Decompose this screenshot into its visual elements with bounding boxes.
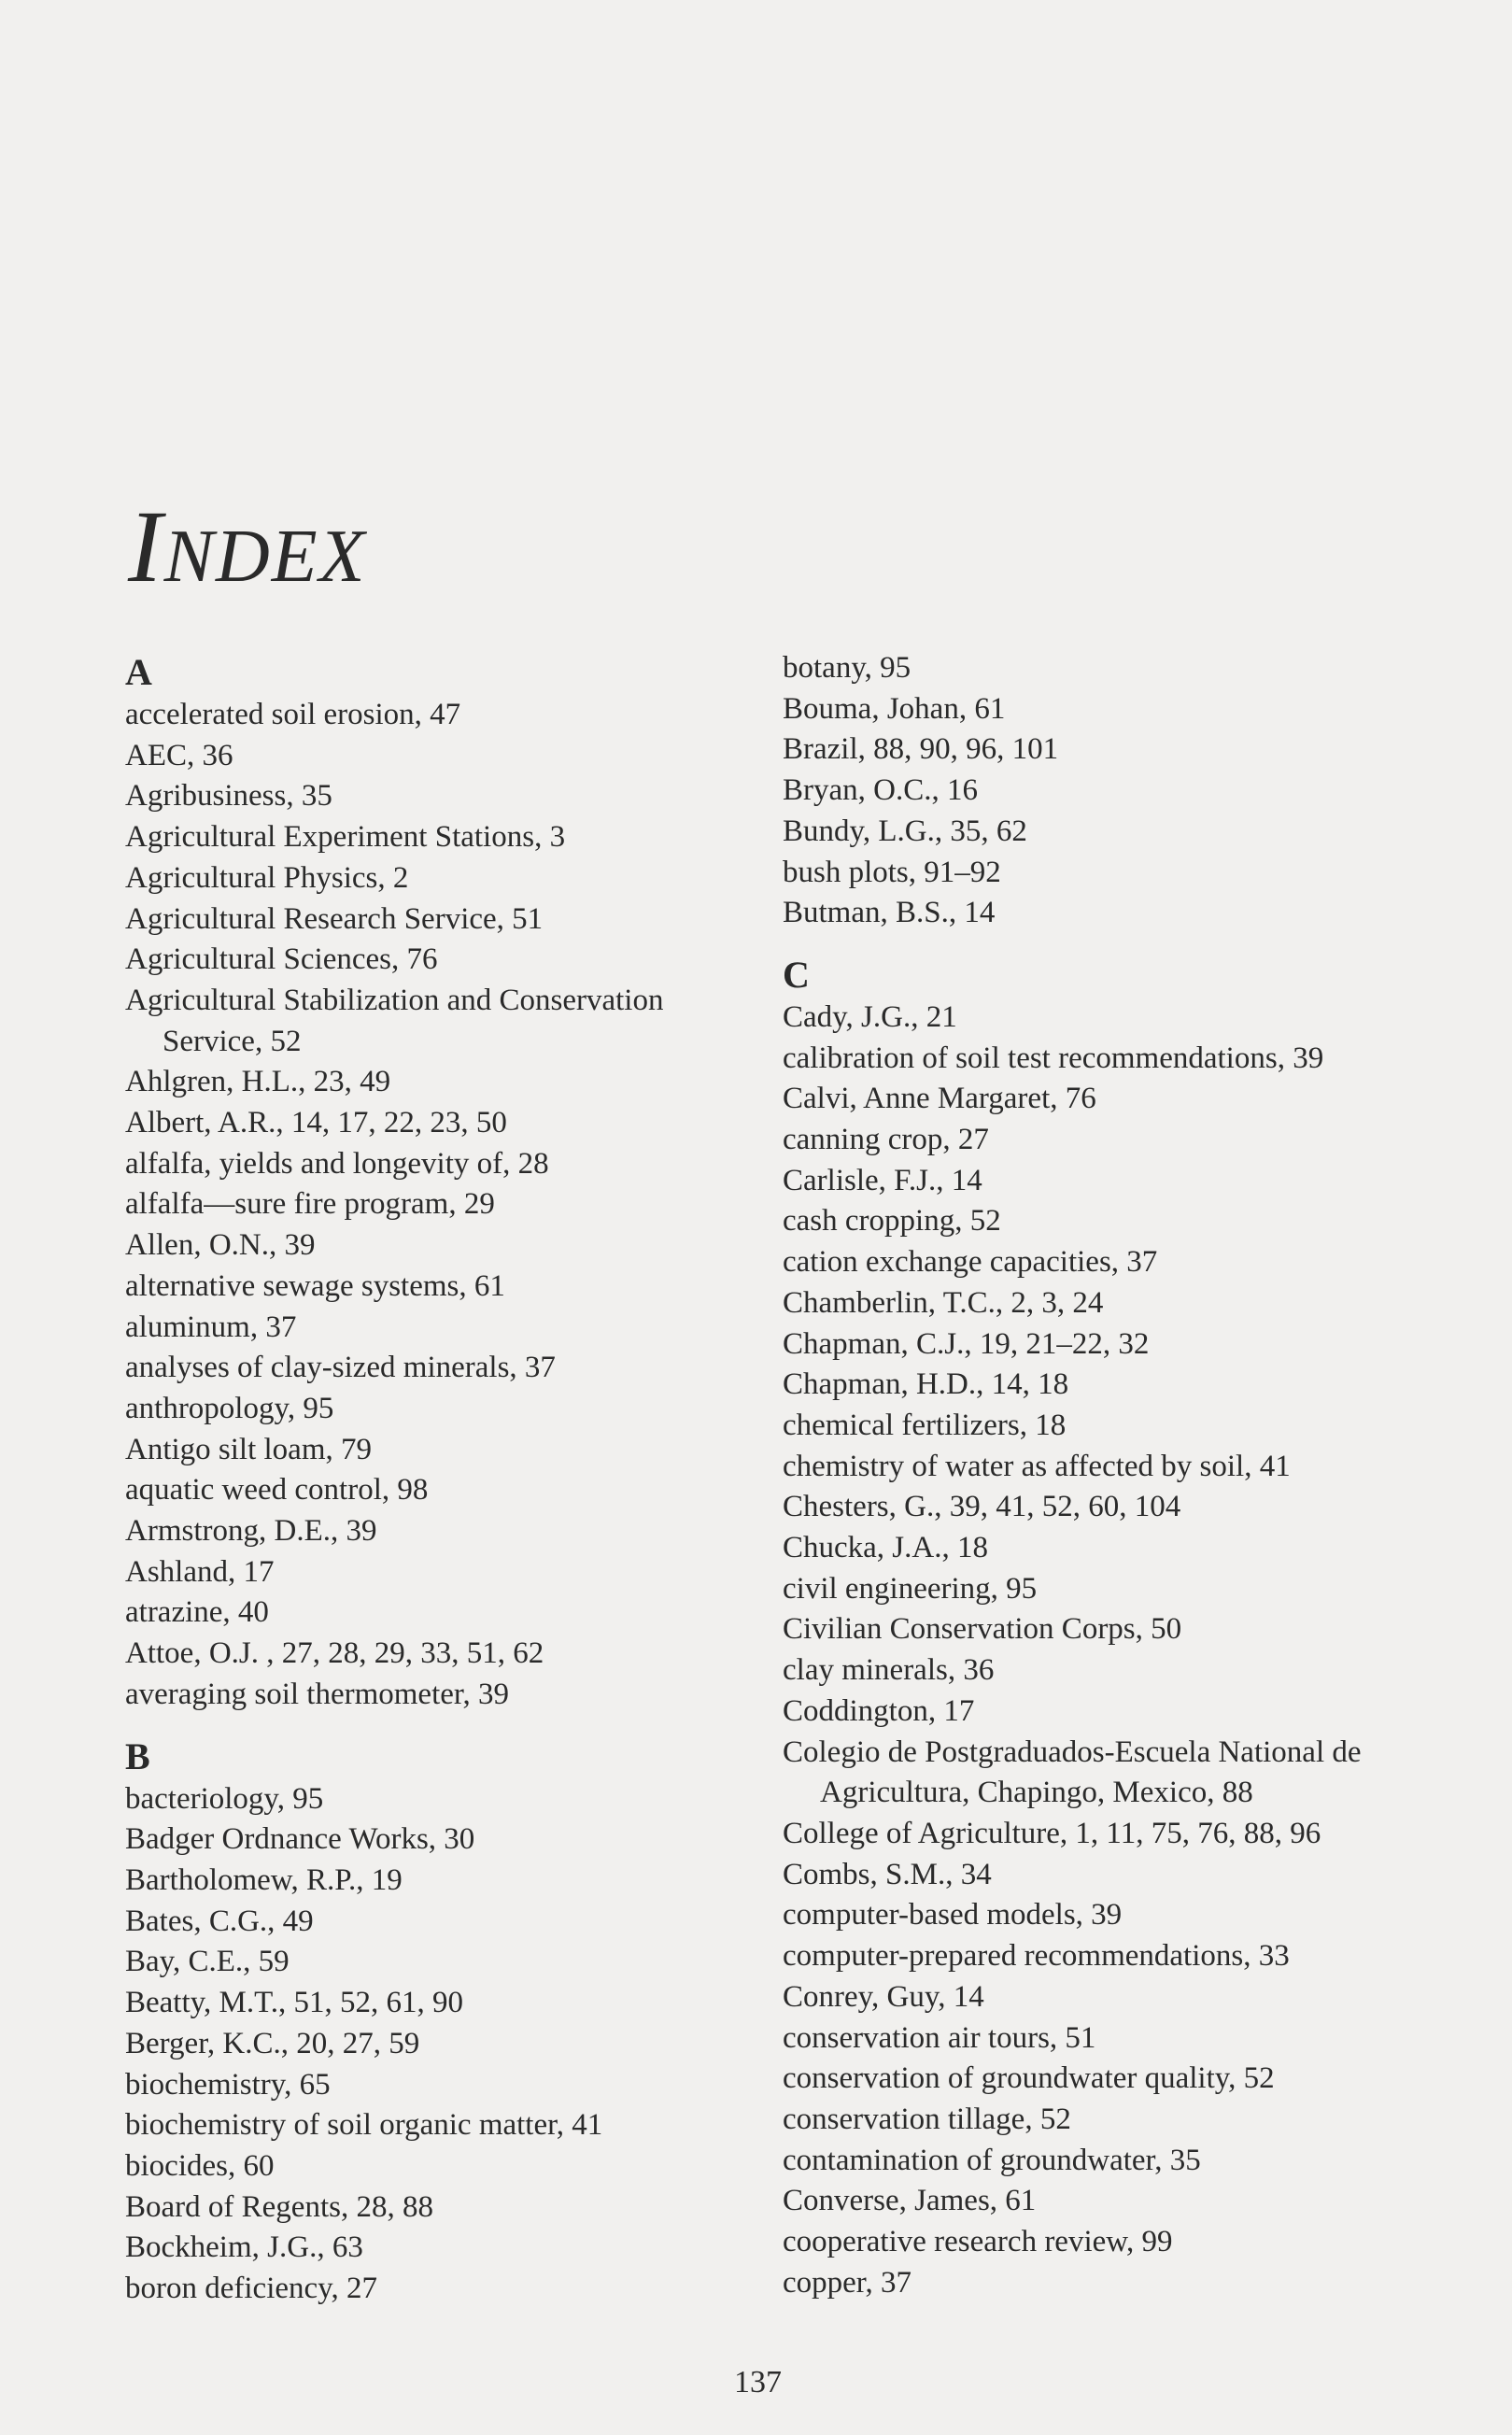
index-entry: clay minerals, 36 bbox=[783, 1653, 995, 1688]
index-entry: botany, 95 bbox=[783, 651, 911, 685]
index-entry: biocides, 60 bbox=[125, 2148, 275, 2183]
index-entry: Colegio de Postgraduados-Escuela National de Agricultura, Chapingo, Mexico, 88 bbox=[783, 1734, 1362, 1810]
index-entry: alfalfa—sure fire program, 29 bbox=[125, 1187, 495, 1222]
index-entry: Chapman, H.D., 14, 18 bbox=[783, 1367, 1069, 1402]
index-entry: Calvi, Anne Margaret, 76 bbox=[783, 1082, 1096, 1116]
index-entry: Butman, B.S., 14 bbox=[783, 896, 996, 930]
index-entry: conservation of groundwater quality, 52 bbox=[783, 2061, 1275, 2096]
index-entry: civil engineering, 95 bbox=[783, 1571, 1038, 1606]
index-entry: calibration of soil test recommendations, 39 bbox=[783, 1041, 1324, 1075]
index-entry: biochemistry of soil organic matter, 41 bbox=[125, 2108, 603, 2143]
index-entry: Bouma, Johan, 61 bbox=[783, 691, 1006, 726]
index-entry: contamination of groundwater, 35 bbox=[783, 2143, 1201, 2177]
index-entry: bacteriology, 95 bbox=[125, 1781, 324, 1816]
index-entry: accelerated soil erosion, 47 bbox=[125, 698, 461, 731]
index-entry: chemical fertilizers, 18 bbox=[783, 1408, 1067, 1442]
index-entry: Conrey, Guy, 14 bbox=[783, 1979, 984, 2014]
section-letter: C bbox=[783, 953, 810, 996]
index-entry: Bundy, L.G., 35, 62 bbox=[783, 814, 1027, 848]
index-entry: Agricultural Research Service, 51 bbox=[125, 901, 544, 936]
index-entry: Bockheim, J.G., 63 bbox=[125, 2230, 363, 2265]
index-entry: Cady, J.G., 21 bbox=[783, 999, 957, 1034]
index-entry: Agricultural Sciences, 76 bbox=[125, 942, 438, 977]
page-number: 137 bbox=[734, 2365, 782, 2400]
index-entry: atrazine, 40 bbox=[125, 1595, 269, 1630]
index-entry: computer-based models, 39 bbox=[783, 1898, 1123, 1932]
index-entry: averaging soil thermometer, 39 bbox=[125, 1677, 510, 1711]
index-entry: anthropology, 95 bbox=[125, 1391, 334, 1425]
index-entry: Attoe, O.J. , 27, 28, 29, 33, 51, 62 bbox=[125, 1636, 544, 1671]
index-entry: Ahlgren, H.L., 23, 49 bbox=[125, 1065, 391, 1099]
index-entry: Coddington, 17 bbox=[783, 1693, 975, 1728]
title-initial: I bbox=[128, 489, 164, 603]
index-entry: Agribusiness, 35 bbox=[125, 779, 332, 814]
index-entry: Chesters, G., 39, 41, 52, 60, 104 bbox=[783, 1490, 1181, 1524]
index-entry: Agricultural Physics, 2 bbox=[125, 860, 409, 895]
index-entry: biochemistry, 65 bbox=[125, 2067, 331, 2102]
index-entry: cation exchange capacities, 37 bbox=[783, 1245, 1158, 1280]
index-entry: Bay, C.E., 59 bbox=[125, 1945, 290, 1979]
index-entry: Agricultural Experiment Stations, 3 bbox=[125, 820, 566, 855]
index-entry: canning crop, 27 bbox=[783, 1123, 989, 1157]
section-letter: A bbox=[125, 651, 152, 693]
index-entry: Combs, S.M., 34 bbox=[783, 1857, 992, 1891]
page-title bbox=[128, 489, 367, 603]
index-entry: College of Agriculture, 1, 11, 75, 76, 88, 96 bbox=[783, 1816, 1321, 1850]
index-entry: Allen, O.N., 39 bbox=[125, 1228, 316, 1263]
index-entry: Civilian Conservation Corps, 50 bbox=[783, 1612, 1182, 1647]
section-letter: B bbox=[125, 1734, 150, 1777]
index-entry: Agricultural Stabilization and Conservation Service, 52 bbox=[125, 983, 664, 1058]
index-entry: cooperative research review, 99 bbox=[783, 2225, 1173, 2259]
index-entry: boron deficiency, 27 bbox=[125, 2272, 378, 2306]
index-entry: cash cropping, 52 bbox=[783, 1204, 1001, 1239]
index-entry: Bartholomew, R.P., 19 bbox=[125, 1862, 403, 1897]
index-entry: Chucka, J.A., 18 bbox=[783, 1531, 988, 1565]
index-entry: conservation air tours, 51 bbox=[783, 2020, 1096, 2055]
index-column-right bbox=[783, 648, 1455, 2303]
index-entry: Badger Ordnance Works, 30 bbox=[125, 1822, 475, 1857]
index-entry: Antigo silt loam, 79 bbox=[125, 1432, 372, 1466]
index-entry: Bates, C.G., 49 bbox=[125, 1904, 314, 1938]
index-entry: aquatic weed control, 98 bbox=[125, 1473, 429, 1508]
index-entry: chemistry of water as affected by soil, 41 bbox=[783, 1449, 1291, 1483]
index-entry: AEC, 36 bbox=[125, 738, 233, 772]
index-entry: analyses of clay-sized minerals, 37 bbox=[125, 1351, 556, 1385]
index-entry: Ashland, 17 bbox=[125, 1554, 275, 1589]
index-entry: Bryan, O.C., 16 bbox=[783, 773, 978, 808]
index-entry: Board of Regents, 28, 88 bbox=[125, 2189, 433, 2224]
index-entry: copper, 37 bbox=[783, 2265, 911, 2300]
index-entry: Albert, A.R., 14, 17, 22, 23, 50 bbox=[125, 1106, 507, 1140]
index-entry: aluminum, 37 bbox=[125, 1310, 297, 1344]
title-rest: NDEX bbox=[163, 516, 367, 598]
index-entry: Chamberlin, T.C., 2, 3, 24 bbox=[783, 1285, 1104, 1320]
index-entry: alternative sewage systems, 61 bbox=[125, 1268, 505, 1303]
index-entry: Berger, K.C., 20, 27, 59 bbox=[125, 2026, 420, 2060]
index-entry: bush plots, 91–92 bbox=[783, 855, 1001, 889]
index-entry: Beatty, M.T., 51, 52, 61, 90 bbox=[125, 1986, 464, 2020]
index-entry: alfalfa, yields and longevity of, 28 bbox=[125, 1146, 549, 1181]
index-entry: Chapman, C.J., 19, 21–22, 32 bbox=[783, 1326, 1150, 1361]
index-entry: Converse, James, 61 bbox=[783, 2184, 1037, 2218]
index-entry: Carlisle, F.J., 14 bbox=[783, 1163, 982, 1197]
index-entry: Armstrong, D.E., 39 bbox=[125, 1514, 377, 1549]
index-entry: conservation tillage, 52 bbox=[783, 2102, 1071, 2136]
index-column-left bbox=[125, 648, 723, 2310]
index-entry: Brazil, 88, 90, 96, 101 bbox=[783, 732, 1059, 767]
index-entry: computer-prepared recommendations, 33 bbox=[783, 1939, 1290, 1974]
